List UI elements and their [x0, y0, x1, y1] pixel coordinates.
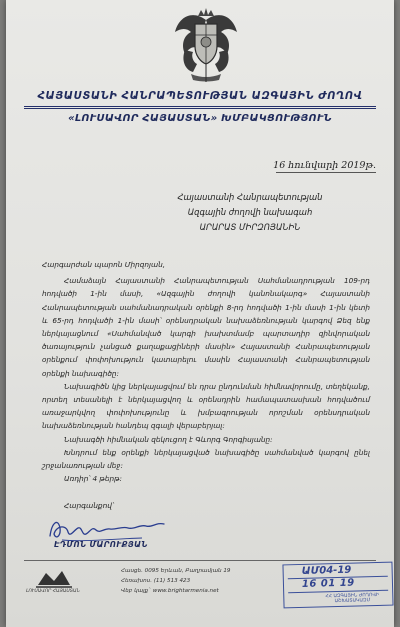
coat-of-arms-emblem — [171, 6, 241, 84]
body-paragraph-5: Առդիր՝ 4 թերթ: — [64, 474, 122, 484]
body-paragraph-2: Նախագիծն կից ներկայացվում են դրա ընդունման հիմնավորումը, տեղեկանք, որտեղ տեսանելի է ներկայացվող և օրենսդրին համապատասխան հոդվածում առաջարկվող փոփոխությունը և խմբագրության որոշման օրենսդրական նախաձեռնության հանդեպ զգալի վերաբերյալ: — [42, 381, 370, 431]
addressee-line-2: Ազգային ժողովի նախագահ — [187, 207, 313, 217]
body-paragraph-4: Խնդրում ենք օրենքի ներկայացված նախագիծը սահմանված կարգով ընել շրջանառության մեջ: — [42, 447, 370, 471]
salutation: Հարգարժան պարոն Միրզոյան, — [42, 260, 166, 269]
registration-stamp — [282, 562, 393, 609]
footer-phone: Հեռախոս. (11) 513 423 — [121, 578, 191, 584]
footer-address: Հասցե. 0095 Երևան, Բաղրամյան 19 — [121, 568, 231, 574]
footer-rule — [24, 560, 376, 561]
stamp-organization: ՀՀ ԱԶԳԱՅԻՆ ԺՈՂՈՎԻ ԱՇԽԱՏԱԿԱԶՄ — [325, 592, 380, 605]
letter-body — [42, 258, 370, 485]
body-paragraph-3: Նախագծի հիմնական զեկուցող է Գևորգ Գորգիսյանը: — [64, 434, 273, 444]
header-rule-thin — [24, 108, 376, 109]
body-paragraph-1: Համաձայն Հայաստանի Հանրապետության Սահմանադրության 109-րդ հոդվածի 1-ին մասի, «Ազգային ժողովի կանոնակարգ» Հայաստանի Հանրապետության սահմանադրական օրենքի 8-րդ հոդվածի 1-ին մասի 1-ին կետի և 65-րդ հոդվածի 1-ին մասի՝ օրենսդրական նախաձեռնության կարգով Ձեզ ենք ներկայացնում «Սահմանված կարգի խախտմամբ պարտադիր զինվորական ծառայություն չանցած քաղաքացիների մասին» Հայաստանի Հանրապետության օրենքում փոփոխություն կատարելու մասին Հայաստանի Հանրապետության օրենքի նախագիծը: — [42, 276, 370, 378]
addressee-line-1: Հայաստանի Հանրապետության — [177, 192, 323, 202]
footer-website: Վեբ կայք` www.brightarmenia.net — [121, 588, 219, 594]
signer-name: ԷԴՄՈՆ ՄԱՐՈՒՔՅԱՆ — [54, 540, 148, 549]
stamp-registration-number: ԱՄ04-19 — [301, 564, 352, 577]
letter-page — [6, 0, 394, 627]
footer-contacts — [121, 566, 230, 596]
closing-phrase: Հարգանքով՝ — [64, 501, 114, 510]
faction-name: «ԼՈՒՍԱՎՈՐ ՀԱՅԱՍՏԱՆ» ԽՄԲԱԿՑՈՒԹՅՈՒՆ — [68, 113, 332, 124]
date-underline — [276, 172, 376, 173]
header-rule — [24, 106, 376, 107]
stamp-date: 16 01 19 — [301, 577, 355, 590]
letter-date: 16 հունվարի 2019թ. — [273, 160, 376, 171]
addressee-block — [126, 190, 374, 235]
addressee-name: ԱՐԱՐԱՏ ՄԻՐԶՈՅԱՆԻՆ — [199, 222, 301, 232]
footer-logo-caption: ԼՈՒՍԱՎՈՐ ՀԱՅԱՍՏԱՆ — [26, 589, 80, 594]
faction-logo-icon — [32, 567, 76, 591]
assembly-name: ՀԱՅԱՍՏԱՆԻ ՀԱՆՐԱՊԵՏՈՒԹՅԱՆ ԱԶԳԱՅԻՆ ԺՈՂՈՎ — [37, 91, 363, 102]
